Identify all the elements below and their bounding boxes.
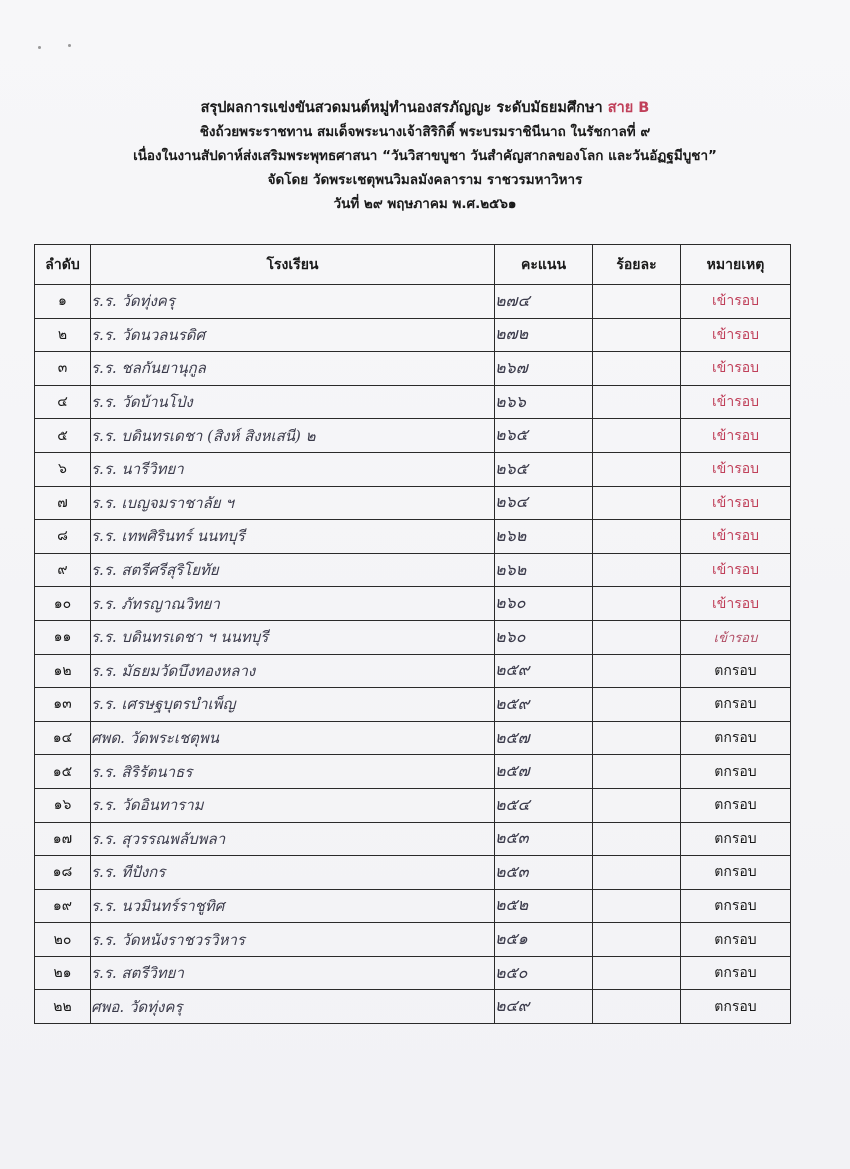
rank-cell: ๖ — [35, 452, 91, 486]
remark-cell: ตกรอบ — [681, 856, 791, 890]
remark-cell: ตกรอบ — [681, 889, 791, 923]
score-cell: ๒๕๔ — [495, 788, 593, 822]
table-row — [35, 788, 791, 822]
rank-cell: ๕ — [35, 419, 91, 453]
column-header-remark: หมายเหตุ — [681, 245, 791, 285]
score-cell: ๒๖๗ — [495, 352, 593, 386]
speck — [68, 44, 71, 47]
percent-cell — [593, 990, 681, 1024]
rank-cell: ๑๘ — [35, 856, 91, 890]
school-cell: ร.ร. บดินทรเดชา (สิงห์ สิงหเสนี) ๒ — [91, 419, 495, 453]
remark-cell: เข้ารอบ — [681, 520, 791, 554]
trophy-line: ชิงถ้วยพระราชทาน สมเด็จพระนางเจ้าสิริกิติ์ พระบรมราชินีนาถ ในรัชกาลที่ ๙ — [199, 124, 651, 140]
table-row — [35, 822, 791, 856]
table-row — [35, 486, 791, 520]
remark-cell: เข้ารอบ — [681, 486, 791, 520]
column-header-school: โรงเรียน — [91, 245, 495, 285]
remark-cell: เข้ารอบ — [681, 620, 791, 654]
school-cell: ร.ร. สตรีศรีสุริโยทัย — [91, 553, 495, 587]
school-cell: ร.ร. สิริรัตนาธร — [91, 755, 495, 789]
rank-cell: ๑ — [35, 285, 91, 319]
percent-cell — [593, 285, 681, 319]
rank-cell: ๔ — [35, 385, 91, 419]
table-row — [35, 856, 791, 890]
school-cell: ศพอ. วัดทุ่งครุ — [91, 990, 495, 1024]
table-row — [35, 419, 791, 453]
remark-cell: ตกรอบ — [681, 721, 791, 755]
rank-cell: ๑๑ — [35, 620, 91, 654]
score-cell: ๒๖๐ — [495, 620, 593, 654]
score-cell: ๒๖๐ — [495, 587, 593, 621]
percent-cell — [593, 587, 681, 621]
score-cell: ๒๖๕ — [495, 452, 593, 486]
table-row — [35, 688, 791, 722]
rank-cell: ๑๕ — [35, 755, 91, 789]
remark-cell: เข้ารอบ — [681, 587, 791, 621]
school-cell: ร.ร. ชลกันยานุกูล — [91, 352, 495, 386]
table-row — [35, 285, 791, 319]
rank-cell: ๓ — [35, 352, 91, 386]
document-title-line — [0, 96, 850, 120]
score-cell: ๒๖๒ — [495, 553, 593, 587]
remark-cell: เข้ารอบ — [681, 352, 791, 386]
rank-cell: ๑๐ — [35, 587, 91, 621]
remark-cell: เข้ารอบ — [681, 285, 791, 319]
column-header-percent: ร้อยละ — [593, 245, 681, 285]
percent-cell — [593, 620, 681, 654]
document-title: สรุปผลการแข่งขันสวดมนต์หมู่ทำนองสรภัญญะ ระดับมัธยมศึกษา — [200, 100, 603, 116]
school-cell: ร.ร. เทพศิรินทร์ นนทบุรี — [91, 520, 495, 554]
table-row — [35, 587, 791, 621]
school-cell: ร.ร. วัดบ้านโป่ง — [91, 385, 495, 419]
score-cell: ๒๕๑ — [495, 923, 593, 957]
score-cell: ๒๕๗ — [495, 721, 593, 755]
rank-cell: ๘ — [35, 520, 91, 554]
rank-cell: ๒ — [35, 318, 91, 352]
score-cell: ๒๕๙ — [495, 688, 593, 722]
table-row — [35, 654, 791, 688]
rank-cell: ๑๔ — [35, 721, 91, 755]
remark-cell: ตกรอบ — [681, 654, 791, 688]
percent-cell — [593, 385, 681, 419]
rank-cell: ๒๑ — [35, 956, 91, 990]
rank-cell: ๑๗ — [35, 822, 91, 856]
rank-cell: ๒๒ — [35, 990, 91, 1024]
rank-cell: ๙ — [35, 553, 91, 587]
percent-cell — [593, 318, 681, 352]
percent-cell — [593, 822, 681, 856]
results-table — [34, 244, 791, 1024]
organizer-line: จัดโดย วัดพระเชตุพนวิมลมังคลาราม ราชวรมหาวิหาร — [267, 172, 583, 188]
column-header-score: คะแนน — [495, 245, 593, 285]
remark-cell: ตกรอบ — [681, 788, 791, 822]
school-cell: ร.ร. วัดอินทาราม — [91, 788, 495, 822]
percent-cell — [593, 419, 681, 453]
school-cell: ร.ร. สตรีวิทยา — [91, 956, 495, 990]
score-cell: ๒๕๓ — [495, 822, 593, 856]
percent-cell — [593, 755, 681, 789]
remark-cell: เข้ารอบ — [681, 419, 791, 453]
school-cell: ร.ร. ภัทรญาณวิทยา — [91, 587, 495, 621]
school-cell: ร.ร. วัดนวลนรดิศ — [91, 318, 495, 352]
score-cell: ๒๕๙ — [495, 654, 593, 688]
table-row — [35, 620, 791, 654]
score-cell: ๒๖๖ — [495, 385, 593, 419]
rank-cell: ๗ — [35, 486, 91, 520]
school-cell: ร.ร. เศรษฐบุตรบำเพ็ญ — [91, 688, 495, 722]
school-cell: ร.ร. มัธยมวัดบึงทองหลาง — [91, 654, 495, 688]
rank-cell: ๒๐ — [35, 923, 91, 957]
occasion-line: เนื่องในงานสัปดาห์ส่งเสริมพระพุทธศาสนา “วันวิสาขบูชา วันสำคัญสากลของโลก และวันอัฏฐมีบูชา” — [133, 148, 717, 164]
column-header-rank: ลำดับ — [35, 245, 91, 285]
rank-cell: ๑๓ — [35, 688, 91, 722]
percent-cell — [593, 452, 681, 486]
speck — [38, 46, 41, 49]
score-cell: ๒๖๕ — [495, 419, 593, 453]
table-row — [35, 352, 791, 386]
percent-cell — [593, 352, 681, 386]
percent-cell — [593, 688, 681, 722]
school-cell: ร.ร. วัดหนังราชวรวิหาร — [91, 923, 495, 957]
school-cell: ร.ร. สุวรรณพลับพลา — [91, 822, 495, 856]
percent-cell — [593, 520, 681, 554]
score-cell: ๒๕๐ — [495, 956, 593, 990]
table-row — [35, 520, 791, 554]
school-cell: ร.ร. ทีปังกร — [91, 856, 495, 890]
score-cell: ๒๕๓ — [495, 856, 593, 890]
percent-cell — [593, 721, 681, 755]
table-row — [35, 889, 791, 923]
school-cell: ร.ร. บดินทรเดชา ฯ นนทบุรี — [91, 620, 495, 654]
remark-cell: ตกรอบ — [681, 755, 791, 789]
table-row — [35, 318, 791, 352]
score-cell: ๒๔๙ — [495, 990, 593, 1024]
table-row — [35, 923, 791, 957]
table-row — [35, 553, 791, 587]
rank-cell: ๑๙ — [35, 889, 91, 923]
school-cell: ร.ร. นารีวิทยา — [91, 452, 495, 486]
table-row — [35, 452, 791, 486]
table-header-row — [35, 245, 791, 285]
table-row — [35, 755, 791, 789]
percent-cell — [593, 486, 681, 520]
date-line: วันที่ ๒๙ พฤษภาคม พ.ศ.๒๕๖๑ — [333, 196, 517, 212]
table-row — [35, 990, 791, 1024]
category-label: สาย B — [607, 100, 650, 116]
remark-cell: เข้ารอบ — [681, 318, 791, 352]
remark-cell: เข้ารอบ — [681, 452, 791, 486]
remark-cell: ตกรอบ — [681, 956, 791, 990]
remark-cell: เข้ารอบ — [681, 385, 791, 419]
remark-cell: ตกรอบ — [681, 923, 791, 957]
score-cell: ๒๕๗ — [495, 755, 593, 789]
school-cell: ร.ร. นวมินทร์ราชูทิศ — [91, 889, 495, 923]
remark-cell: ตกรอบ — [681, 822, 791, 856]
remark-cell: เข้ารอบ — [681, 553, 791, 587]
score-cell: ๒๖๔ — [495, 486, 593, 520]
table-row — [35, 721, 791, 755]
table-row — [35, 385, 791, 419]
percent-cell — [593, 788, 681, 822]
school-cell: ศพด. วัดพระเชตุพน — [91, 721, 495, 755]
school-cell: ร.ร. วัดทุ่งครุ — [91, 285, 495, 319]
score-cell: ๒๗๒ — [495, 318, 593, 352]
percent-cell — [593, 889, 681, 923]
score-cell: ๒๖๒ — [495, 520, 593, 554]
percent-cell — [593, 654, 681, 688]
percent-cell — [593, 956, 681, 990]
table-body — [35, 285, 791, 1024]
table-row — [35, 956, 791, 990]
rank-cell: ๑๖ — [35, 788, 91, 822]
remark-cell: ตกรอบ — [681, 990, 791, 1024]
score-cell: ๒๗๔ — [495, 285, 593, 319]
remark-cell: ตกรอบ — [681, 688, 791, 722]
percent-cell — [593, 856, 681, 890]
score-cell: ๒๕๒ — [495, 889, 593, 923]
school-cell: ร.ร. เบญจมราชาลัย ฯ — [91, 486, 495, 520]
rank-cell: ๑๒ — [35, 654, 91, 688]
document-header — [0, 96, 850, 216]
percent-cell — [593, 553, 681, 587]
percent-cell — [593, 923, 681, 957]
